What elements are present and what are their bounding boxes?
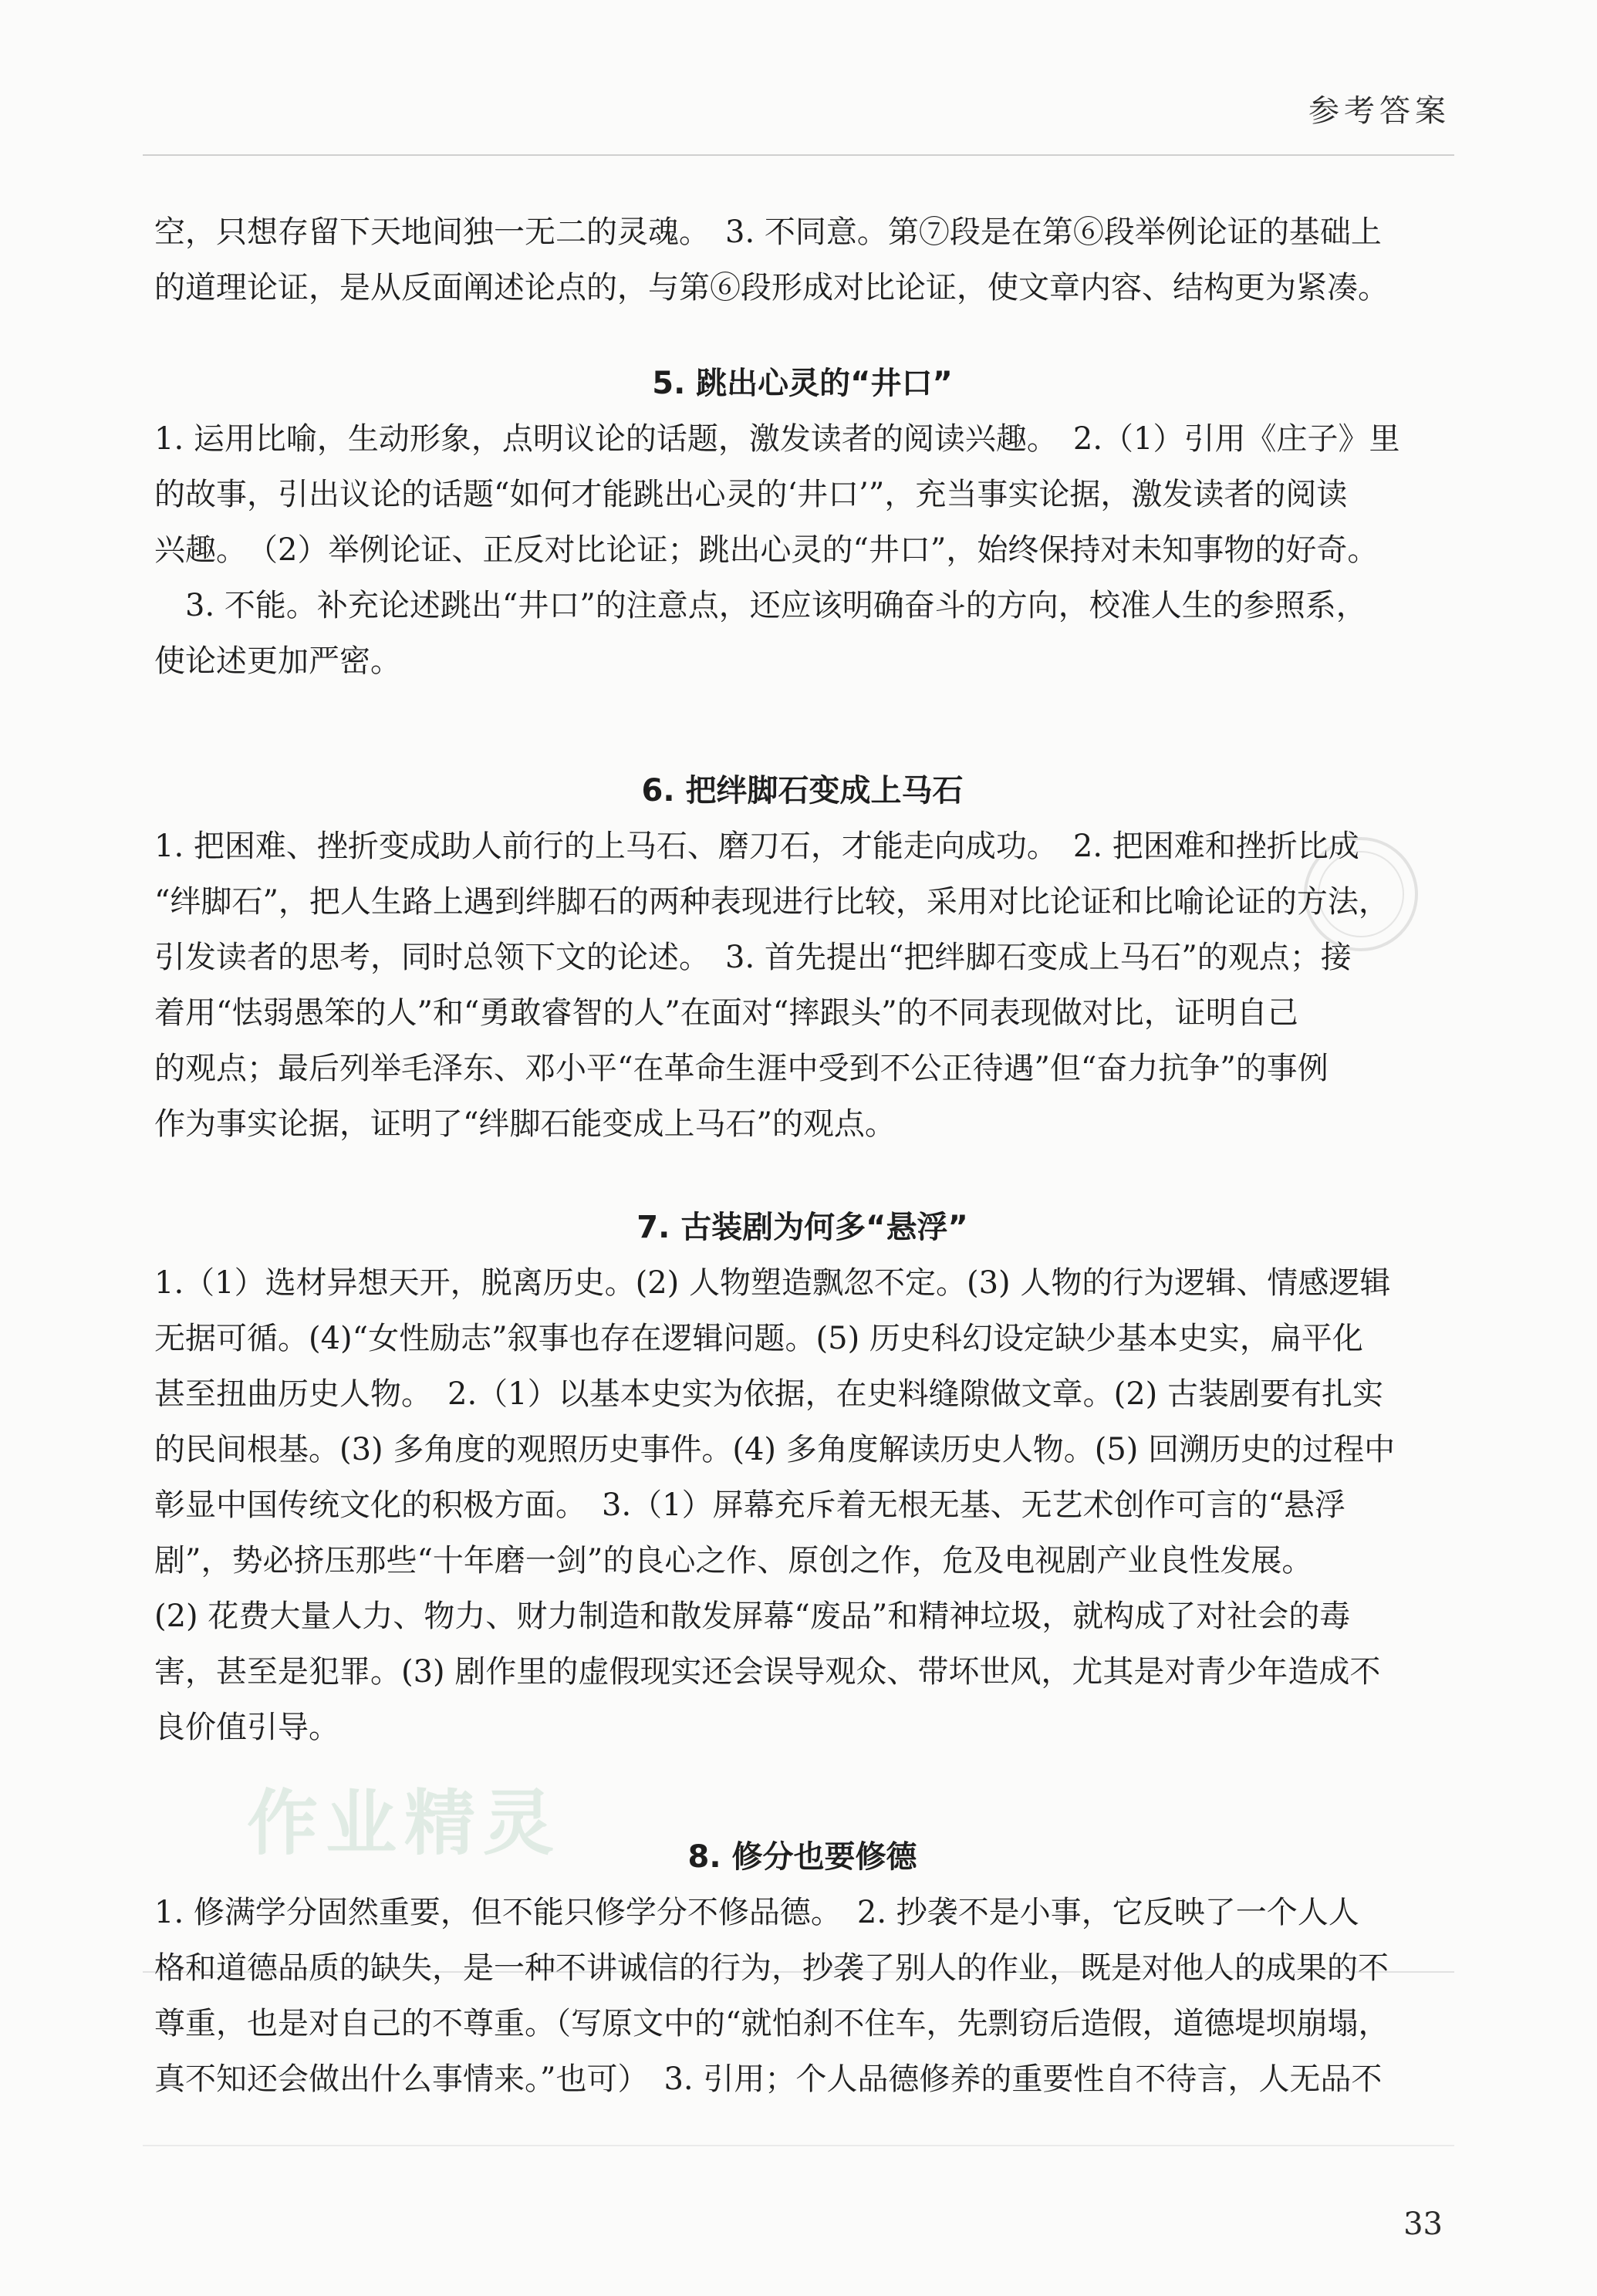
section-line: 格和道德品质的缺失，是一种不讲诚信的行为，抄袭了别人的作业，既是对他人的成果的不 xyxy=(154,1950,1389,1986)
section-line: “绊脚石”，把人生路上遇到绊脚石的两种表现进行比较，采用对比论证和比喻论证的方法， xyxy=(154,884,1389,920)
section-6 xyxy=(154,763,1450,1152)
section-line: 良价值引导。 xyxy=(154,1710,339,1745)
section-line: 1. 修满学分固然重要，但不能只修学分不修品德。 2. 抄袭不是小事，它反映了一个人人 xyxy=(154,1895,1359,1930)
section-line: 彰显中国传统文化的积极方面。 3.（1）屏幕充斥着无根无基、无艺术创作可言的“悬浮 xyxy=(154,1487,1346,1523)
section-line: 无据可循。(4)“女性励志”叙事也存在逻辑问题。(5) 历史科幻设定缺少基本史实，扁平化 xyxy=(154,1321,1363,1356)
scan-line-artifact-2 xyxy=(143,2145,1454,2146)
section-line: 3. 不能。补充论述跳出“井口”的注意点，还应该明确奋斗的方向，校准人生的参照系， xyxy=(154,588,1367,623)
section-line: 作为事实论据，证明了“绊脚石能变成上马石”的观点。 xyxy=(154,1106,896,1142)
section-7 xyxy=(154,1200,1450,1755)
section-line: 尊重，也是对自己的不尊重。（写原文中的“就怕刹不住车，先剽窃后造假，道德堤坝崩塌， xyxy=(154,2006,1389,2041)
section-line: 甚至扭曲历史人物。 2.（1）以基本史实为依据，在史料缝隙做文章。(2) 古装剧要有扎实 xyxy=(154,1376,1383,1412)
watermark-text: 作业精灵 xyxy=(247,1782,562,1865)
page-header: 参考答案 xyxy=(1308,93,1450,129)
answer-content xyxy=(154,204,1450,2107)
section-line: 的民间根基。(3) 多角度的观照历史事件。(4) 多角度解读历史人物。(5) 回溯历史的过程中 xyxy=(154,1432,1396,1467)
header-divider xyxy=(143,154,1454,156)
section-line: (2) 花费大量人力、物力、财力制造和散发屏幕“废品”和精神垃圾，就构成了对社会的毒 xyxy=(154,1599,1351,1634)
section-5 xyxy=(154,356,1450,689)
section-line: 使论述更加严密。 xyxy=(154,643,401,679)
section-line: 兴趣。 （2）举例论证、正反对比论证；跳出心灵的“井口”，始终保持对未知事物的好奇。 xyxy=(154,532,1379,568)
section-line: 真不知还会做出什么事情来。”也可） 3. 引用；个人品德修养的重要性自不待言，人无品不 xyxy=(154,2061,1383,2097)
intro-line: 的道理论证，是从反面阐述论点的，与第⑥段形成对比论证，使文章内容、结构更为紧凑。 xyxy=(154,270,1389,306)
section-line: 1. 运用比喻，生动形象，点明议论的话题，激发读者的阅读兴趣。 2.（1）引用《庄子》里 xyxy=(154,421,1400,457)
section-line: 1. 把困难、挫折变成助人前行的上马石、磨刀石，才能走向成功。 2. 把困难和挫折比成 xyxy=(154,829,1359,864)
section-title: 8. 修分也要修德 xyxy=(687,1839,917,1875)
intro-line: 空，只想存留下天地间独一无二的灵魂。 3. 不同意。第⑦段是在第⑥段举例论证的基础上 xyxy=(154,214,1382,250)
section-line: 1.（1）选材异想天开，脱离历史。(2) 人物塑造飘忽不定。(3) 人物的行为逻辑、情感逻辑 xyxy=(154,1265,1391,1301)
section-line: 的观点；最后列举毛泽东、邓小平“在革命生涯中受到不公正待遇”但“奋力抗争”的事例 xyxy=(154,1051,1329,1086)
section-title: 5. 跳出心灵的“井口” xyxy=(652,366,953,401)
intro-block xyxy=(154,204,1450,316)
section-title: 7. 古装剧为何多“悬浮” xyxy=(636,1210,968,1245)
section-8 xyxy=(154,1829,1450,2107)
section-line: 着用“怯弱愚笨的人”和“勇敢睿智的人”在面对“摔跟头”的不同表现做对比，证明自己 xyxy=(154,995,1298,1031)
section-line: 引发读者的思考，同时总领下文的论述。 3. 首先提出“把绊脚石变成上马石”的观点；接 xyxy=(154,940,1352,975)
page-number: 33 xyxy=(1403,2207,1443,2242)
section-line: 剧”，势必挤压那些“十年磨一剑”的良心之作、原创之作，危及电视剧产业良性发展。 xyxy=(154,1543,1313,1578)
section-title: 6. 把绊脚石变成上马石 xyxy=(641,773,964,809)
section-line: 的故事，引出议论的话题“如何才能跳出心灵的‘井口’”，充当事实论据，激发读者的阅读 xyxy=(154,477,1348,512)
section-line: 害，甚至是犯罪。(3) 剧作里的虚假现实还会误导观众、带坏世风，尤其是对青少年造成不 xyxy=(154,1654,1381,1690)
